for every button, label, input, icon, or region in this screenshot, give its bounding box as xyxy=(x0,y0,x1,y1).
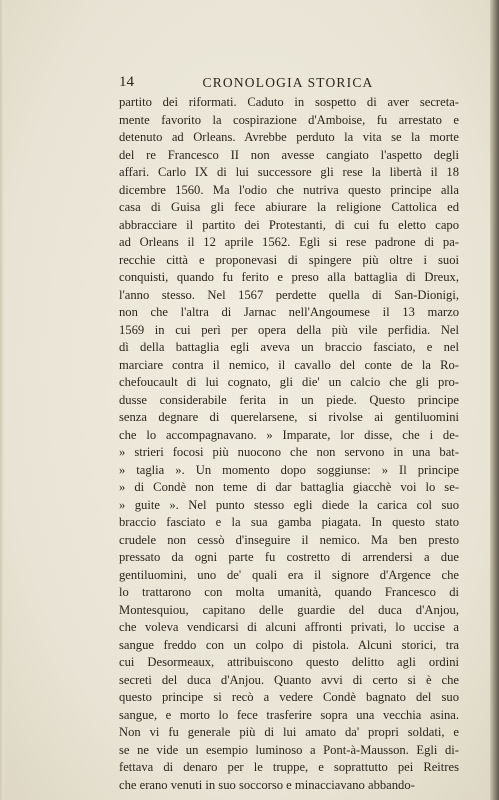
text-line: pressato da ogni parte fu costretto di arrendersi a due xyxy=(119,550,459,564)
page-binding-shadow xyxy=(490,0,499,800)
running-title: CRONOLOGIA STORICA xyxy=(202,75,374,90)
text-line: sangue freddo con un colpo di pistola. Alcuni storici, tra xyxy=(119,637,459,652)
text-line: » strieri focosi più nuocono che non servono in una bat- xyxy=(119,445,459,459)
text-line: lo trattarono con molta umanità, quando Francesco di xyxy=(119,585,459,599)
text-line: abbracciare il partito dei Protestanti, di cui fu eletto capo xyxy=(119,217,459,232)
text-line: mente favorito la cospirazione d'Amboise, fu arrestato e xyxy=(119,112,459,127)
text-line: chefoucault di lui cognato, gli die' un calcio che gli pro- xyxy=(119,375,459,389)
text-line: Non vi fu generale più di lui amato da' propri soldati, e xyxy=(119,725,459,739)
text-line: casa di Guisa gli fece abiurare la religione Cattolica ed xyxy=(119,200,459,214)
text-line: se ne vide un esempio luminoso a Pont-à-Mausson. Egli di- xyxy=(119,742,459,757)
text-line: non che l'altra di Jarnac nell'Angoumese il 13 marzo xyxy=(119,305,459,319)
page-number: 14 xyxy=(119,74,134,90)
text-line: l'anno stesso. Nel 1567 perdette quella di San-Dionigi, xyxy=(119,287,459,302)
text-line: crudele non cessò d'inseguire il nemico. Ma ben presto xyxy=(119,532,459,547)
text-line: marciare contra il nemico, il cavallo del conte de la Ro- xyxy=(119,357,459,372)
text-line: affari. Carlo IX di lui successore gli rese la libertà il 18 xyxy=(119,165,459,179)
text-line: dicembre 1560. Ma l'odio che nutriva questo principe alla xyxy=(119,182,459,197)
body-text xyxy=(119,94,459,794)
text-line: che lo accompagnavano. » Imparate, lor disse, che i de- xyxy=(119,427,459,442)
text-line: sangue, e morto lo fece trasferire sopra una vecchia asina. xyxy=(119,707,459,722)
text-line: gentiluomini, uno de' quali era il signore d'Argence che xyxy=(119,567,459,582)
text-line: secreti del duca d'Anjou. Quanto avvi di certo si è che xyxy=(119,672,459,687)
text-line: » guite ». Nel punto stesso egli diede la carica col suo xyxy=(119,497,459,512)
text-line: Montesquiou, capitano delle guardie del duca d'Anjou, xyxy=(119,602,459,617)
text-line: che erano venuti in suo soccorso e minacciavano abbando- xyxy=(119,777,415,792)
text-line: » di Condè non teme di dar battaglia giacchè voi lo se- xyxy=(119,480,459,494)
text-line: » taglia ». Un momento dopo soggiunse: » Il principe xyxy=(119,462,459,477)
text-line: questo principe si recò a vedere Condè bagnato del suo xyxy=(119,690,459,704)
text-line: braccio fasciato e la sua gamba piagata. In questo stato xyxy=(119,515,459,529)
text-line: conquisti, quando fu ferito e preso alla battaglia di Dreux, xyxy=(119,270,459,284)
page-left-edge xyxy=(0,0,4,800)
text-line: detenuto ad Orleans. Avrebbe perduto la vita se la morte xyxy=(119,130,459,144)
page-header xyxy=(119,72,457,92)
text-line: partito dei riformati. Caduto in sospetto di aver secreta- xyxy=(119,95,459,109)
text-line: 1569 in cui perì per opera della più vile perfidia. Nel xyxy=(119,322,459,337)
text-line: fettava di denaro per le truppe, e soprattutto pei Reitres xyxy=(119,760,459,774)
text-line: dì della battaglia egli aveva un braccio fasciato, e nel xyxy=(119,340,459,354)
text-line: dusse considerabile ferita in un piede. Questo principe xyxy=(119,392,459,407)
text-line: cui Desormeaux, attribuiscono questo delitto agli ordini xyxy=(119,655,459,669)
text-line: recchie città e proponevasi di spingere più oltre i suoi xyxy=(119,252,459,267)
text-line: che voleva vendicarsi di alcuni affronti privati, lo uccise a xyxy=(119,620,459,634)
text-line: ad Orleans il 12 aprile 1562. Egli si rese padrone di pa- xyxy=(119,235,459,249)
text-line: del re Francesco II non avesse cangiato l'aspetto degli xyxy=(119,147,459,162)
text-line: senza degnare di querelarsene, si rivolse ai gentiluomini xyxy=(119,410,459,424)
